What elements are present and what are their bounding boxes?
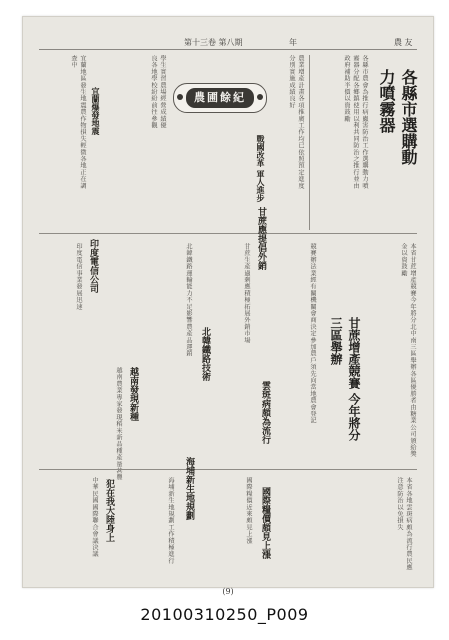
- headline-col4: 雲斑病頗為流行: [260, 381, 270, 444]
- article-body-mid-center: 競賽辦法業經有關機關會商決定參加農戶須先向當地農會登記: [309, 243, 316, 424]
- page-number: (9): [222, 587, 234, 596]
- headline-col8: 犯在我大陸身上: [104, 479, 114, 542]
- secondary-headline: 甘蔗增產競賽 今年將分三區舉辦: [329, 317, 361, 442]
- banner-dot-left: [177, 94, 183, 100]
- section-divider: [39, 233, 417, 234]
- article-body-col10: 越南農業專家發現稻米新品種產量甚豐: [115, 367, 122, 481]
- article-body-top-middle: 農業增產計畫各項推廣工作均已依照預定進度分別實施成績良好: [288, 55, 304, 189]
- header-magazine: 農 友: [394, 38, 413, 47]
- column-divider: [309, 55, 310, 230]
- headline-col7: 印度電信公司: [88, 239, 98, 293]
- headline-col5: 國際糧價頗見上漲: [260, 487, 270, 559]
- headline-col10: 越南發現新種: [128, 367, 138, 421]
- article-body-col2: 甘蔗生產過剩應積極拓展外銷市場: [243, 243, 250, 344]
- banner-title: 農圃餘紀: [186, 88, 254, 108]
- article-body-mid-right: 本省甘蔗增產競賽今年將分北中南三區舉辦各區優勝者由糖業公司頒給獎金以資鼓勵: [400, 243, 416, 458]
- banner-dot-right: [257, 94, 263, 100]
- article-body-col6: 海埔新生地規劃工作積極進行: [167, 477, 174, 565]
- header-year: 年: [289, 38, 297, 47]
- section-banner: [173, 83, 267, 113]
- section-divider-2: [39, 469, 417, 470]
- article-body-col5: 國際糧價近來頗見上漲: [245, 477, 252, 544]
- article-body-left-1: 宜蘭地區發生地震農作物損失輕微各地正在調查中: [70, 55, 86, 189]
- article-body-top-left: 學生實習農場經營成績優良各地學校紛紛前往參觀: [150, 55, 166, 129]
- article-body-col7: 印度電信事業發展迅速: [75, 243, 82, 310]
- headline-col3: 北韓鐵路技術: [200, 327, 210, 381]
- article-body-col4: 本省各地雲斑病頗為流行農民應注意防治以免損失: [396, 477, 412, 571]
- scanned-page: [22, 16, 434, 596]
- article-body-col8: 中華民國國際聯合會議決議: [91, 477, 98, 558]
- header-volume-issue: 第十三卷 第八期: [184, 38, 243, 47]
- headline-col6: 海埔新生地規劃: [184, 457, 194, 520]
- headline-col2: 甘蔗應提倡外銷: [256, 207, 266, 270]
- main-headline: 各縣市選購動力噴霧器: [377, 69, 418, 165]
- headline-col1: 戰國改革 軍人進步: [256, 135, 266, 202]
- image-caption: 20100310250_P009: [140, 605, 309, 624]
- article-body-top-right: 各縣市農會為推行病蟲害防治工作選購動力噴霧器分配各鄉鎮使用以利共同防治之推行並由政府補助半價以資鼓勵: [343, 55, 368, 189]
- article-body-col3: 北韓鐵路運輸能力不足影響農產品運銷: [185, 243, 192, 357]
- page-header: [39, 35, 417, 50]
- headline-col9: 宜蘭爆發地震: [91, 87, 101, 135]
